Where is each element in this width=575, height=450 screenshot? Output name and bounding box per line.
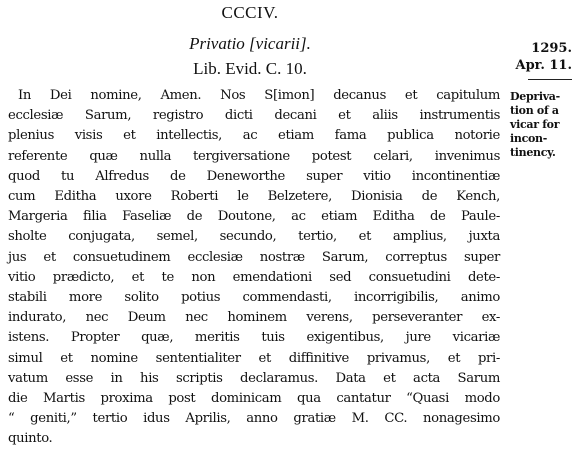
body-line: istens. Propter quæ, meritis tuis exigentibus, jure vicariæ bbox=[8, 330, 500, 346]
body-line: “ geniti,” tertio idus Aprilis, anno gratiæ M. CC. nonagesimo bbox=[8, 411, 500, 427]
body-line: In Dei nomine, Amen. Nos S[imon] decanus et capitulum bbox=[18, 88, 500, 103]
document-title: Privatio [vicarii]. bbox=[189, 34, 311, 53]
body-line: quinto. bbox=[8, 431, 53, 447]
body-text bbox=[8, 86, 500, 450]
body-line: Margeria filia Faseliæ de Doutone, ac etiam Editha de Paule- bbox=[8, 209, 500, 225]
side-note-line: Depriva- bbox=[510, 90, 560, 103]
side-note bbox=[510, 90, 574, 160]
heading-number: CCCIV. bbox=[221, 3, 279, 22]
body-line: sholte conjugata, semel, secundo, tertio, et amplius, juxta bbox=[8, 229, 500, 245]
body-line: quod tu Alfredus de Deneworthe super vitio incontinentiæ bbox=[8, 168, 500, 184]
source-reference: Lib. Evid. C. 10. bbox=[193, 59, 307, 78]
body-line: indurato, nec Deum nec hominem verens, perseveranter ex- bbox=[8, 310, 500, 326]
body-line: plenius visis et intellectis, ac etiam fama publica notorie bbox=[8, 128, 500, 144]
date-rule bbox=[528, 79, 572, 80]
body-line: vatum esse in his scriptis declaramus. Data et acta Sarum bbox=[8, 370, 500, 386]
side-note-line: tion of a bbox=[510, 104, 559, 117]
body-line: stabili more solito potius commendasti, incorrigibilis, animo bbox=[8, 290, 500, 306]
side-note-line: vicar for bbox=[510, 118, 560, 131]
body-line: jus et consuetudinem ecclesiæ nostræ Sarum, correptus super bbox=[8, 249, 500, 265]
body-line: referente quæ nulla tergiversatione potest celari, invenimus bbox=[8, 148, 500, 164]
margin-date-year: 1295. bbox=[531, 41, 572, 56]
body-line: die Martis proxima post dominicam qua cantatur “Quasi modo bbox=[8, 391, 500, 407]
body-line: vitio prædicto, et te non emendationi sed consuetudini dete- bbox=[8, 269, 500, 285]
body-line: simul et nomine sententialiter et diffinitive privamus, et pri- bbox=[8, 350, 500, 366]
side-note-line: incon- bbox=[510, 132, 547, 145]
body-line: ecclesiæ Sarum, registro dicti decani et aliis instrumentis bbox=[8, 108, 500, 124]
margin-date-day: Apr. 11. bbox=[515, 58, 572, 73]
body-line: cum Editha uxore Roberti le Belzetere, Dionisia de Kench, bbox=[8, 189, 500, 205]
side-note-line: tinency. bbox=[510, 146, 556, 159]
